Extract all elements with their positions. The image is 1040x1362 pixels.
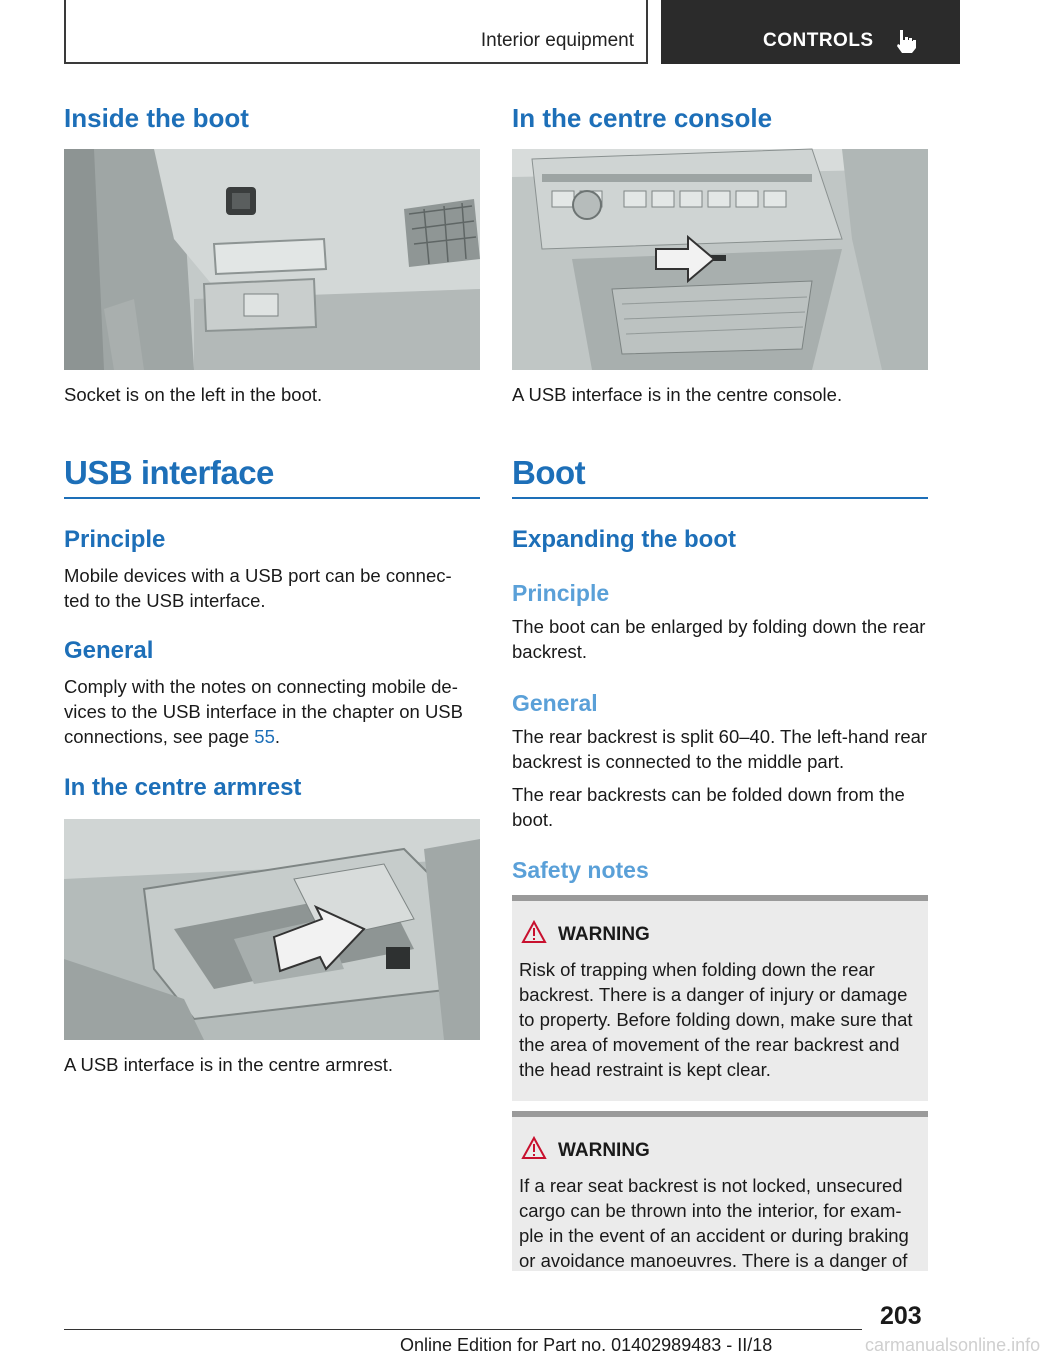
centre-console-photo <box>512 149 928 370</box>
warning-triangle-icon <box>522 921 546 943</box>
centre-armrest-photo <box>64 819 480 1040</box>
centre-console-heading: In the centre console <box>512 103 773 133</box>
usb-general-heading: General <box>64 637 154 664</box>
header-section-box <box>64 0 648 64</box>
warning-text-1: Risk of trapping when folding down the rear backrest. There is a danger of injury or damage to property. Before folding down, make sure that the area of movement of the rear backrest and the head restraint is kept clear. <box>519 959 913 1080</box>
header-chapter-box <box>661 0 960 64</box>
boot-heading: Boot <box>512 454 586 491</box>
warning-title-1: WARNING <box>558 924 650 945</box>
page-number: 203 <box>880 1302 922 1330</box>
boot-heading-rule <box>512 497 928 499</box>
footer-rule <box>64 1329 862 1330</box>
boot-socket-photo <box>64 149 480 370</box>
header-chapter-title: CONTROLS <box>763 30 874 51</box>
usb-heading-rule <box>64 497 480 499</box>
armrest-heading: In the centre armrest <box>64 774 302 801</box>
warning-triangle-icon <box>522 1137 546 1159</box>
usb-interface-heading: USB interface <box>64 454 274 491</box>
page-link[interactable]: 55 <box>254 726 275 747</box>
armrest-caption: A USB interface is in the centre armrest. <box>64 1054 394 1075</box>
console-caption: A USB interface is in the centre console. <box>512 384 843 405</box>
pointing-hand-icon <box>893 28 919 54</box>
usb-principle-text: Mobile devices with a USB port can be connec‐ ted to the USB interface. <box>64 565 452 611</box>
boot-principle-heading: Principle <box>512 580 610 606</box>
boot-general-text-2: The rear backrests can be folded down from the boot. <box>512 784 905 830</box>
watermark-text: carmanualsonline.info <box>865 1335 1040 1355</box>
warning-text-2: If a rear seat backrest is not locked, unsecured cargo can be thrown into the interior, for exam‐ ple in the event of an accident or during braking or avoidance manoeuvres. There is a danger of <box>519 1175 909 1271</box>
inside-boot-heading: Inside the boot <box>64 103 249 133</box>
boot-caption: Socket is on the left in the boot. <box>64 384 323 405</box>
usb-principle-heading: Principle <box>64 526 166 553</box>
safety-notes-heading: Safety notes <box>512 857 649 883</box>
boot-general-heading: General <box>512 690 598 716</box>
boot-principle-text: The boot can be enlarged by folding down the rear backrest. <box>512 616 926 662</box>
warning-box-2 <box>512 1111 928 1271</box>
boot-general-text-1: The rear backrest is split 60–40. The left‐hand rear backrest is connected to the middle part. <box>512 726 928 772</box>
warning-box-1 <box>512 895 928 1101</box>
expanding-boot-heading: Expanding the boot <box>512 526 736 553</box>
usb-general-text: Comply with the notes on connecting mobile de‐ vices to the USB interface in the chapter on USB connections, see page <box>64 676 463 747</box>
edition-text: Online Edition for Part no. 01402989483 - II/18 <box>400 1335 773 1355</box>
usb-general-paragraph: Comply with the notes on connecting mobile de‐ vices to the USB interface in the chapter on USB connections, see page 55. <box>64 676 463 747</box>
header-section-title: Interior equipment <box>480 30 634 51</box>
warning-title-2: WARNING <box>558 1140 650 1161</box>
